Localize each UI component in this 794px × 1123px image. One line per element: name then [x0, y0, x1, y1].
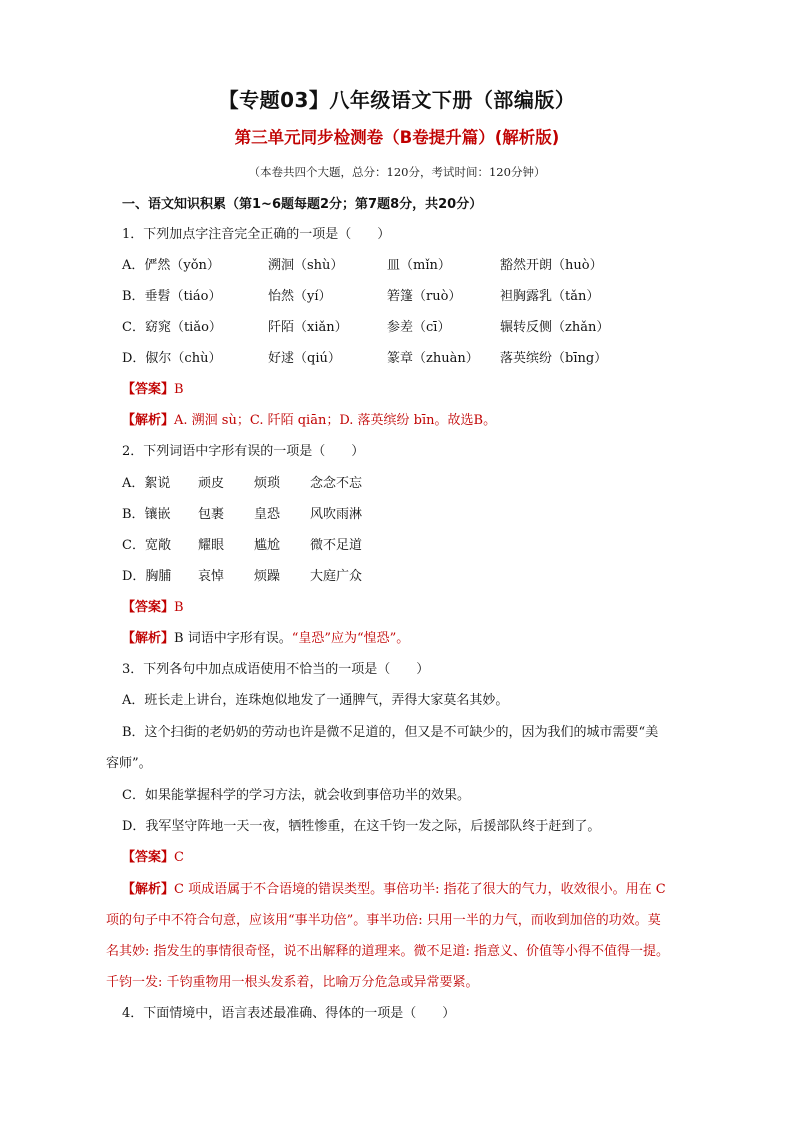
- document-title: 【专题03】八年级语文下册（部编版）: [218, 88, 576, 112]
- q2-option-a-1: A．絮说: [122, 476, 171, 491]
- answer-value: C: [174, 850, 184, 865]
- q3-analysis: [122, 881, 666, 899]
- analysis-highlight: “皇恐”应为“惶恐”。: [291, 631, 410, 646]
- question-3-stem: 3．下列各句中加点成语使用不恰当的一项是（ ）: [122, 662, 430, 677]
- q2-option-b-2: 包裹: [198, 507, 225, 522]
- q1-option-d-1: D．俶尔（chù）: [122, 351, 222, 366]
- q3-option-b: B．这个扫街的老奶奶的劳动也许是微不足道的，但又是不可缺少的，因为我们的城市需要“美: [122, 725, 659, 740]
- analysis-label: 【解析】: [122, 631, 175, 646]
- q3-answer: [122, 849, 184, 867]
- q3-option-a: A．班长走上讲台，连珠炮似地发了一通脾气，弄得大家莫名其妙。: [122, 693, 509, 708]
- q1-option-b-4: 袒胸露乳（tǎn）: [500, 289, 600, 304]
- q2-option-d-2: 哀悼: [198, 569, 225, 584]
- analysis-text: B 词语中字形有误。: [174, 631, 292, 646]
- q1-option-c-2: 阡陌（xiǎn）: [268, 320, 348, 335]
- document-subtitle: 第三单元同步检测卷（B卷提升篇）(解析版): [234, 128, 560, 147]
- q3-option-d: D．我军坚守阵地一天一夜，牺牲惨重，在这千钧一发之际，后援部队终于赶到了。: [122, 819, 601, 834]
- q3-option-c: C．如果能掌握科学的学习方法，就会收到事倍功半的效果。: [122, 788, 470, 803]
- q3-analysis-line-3: 名其妙: 指发生的事情很奇怪，说不出解释的道理来。微不足道: 指意义、价值等小得不值得一提。: [106, 944, 670, 959]
- answer-label: 【答案】: [122, 600, 175, 615]
- q1-option-b-3: 箬篷（ruò）: [387, 289, 462, 304]
- q2-option-b-3: 皇恐: [254, 507, 281, 522]
- q2-option-c-1: C．宽敞: [122, 538, 171, 553]
- analysis-label: 【解析】: [122, 413, 175, 428]
- q2-option-d-1: D．胸脯: [122, 569, 172, 584]
- q2-option-a-2: 顽皮: [198, 476, 225, 491]
- section-heading: 一、语文知识积累（第1~6题每题2分；第7题8分，共20分）: [122, 197, 483, 212]
- question-2-stem: 2．下列词语中字形有误的一项是（ ）: [122, 444, 365, 459]
- answer-label: 【答案】: [122, 850, 175, 865]
- q2-option-b-4: 风吹雨淋: [310, 507, 363, 522]
- q1-option-d-2: 好逑（qiú）: [268, 351, 341, 366]
- question-4-stem: 4．下面情境中，语言表述最准确、得体的一项是（ ）: [122, 1006, 456, 1021]
- q2-option-d-3: 烦躁: [254, 569, 281, 584]
- answer-label: 【答案】: [122, 382, 175, 397]
- q1-option-b-2: 怡然（yí）: [268, 289, 332, 304]
- question-1-stem: 1．下列加点字注音完全正确的一项是（ ）: [122, 227, 391, 242]
- q1-option-a-3: 皿（mǐn）: [387, 258, 451, 273]
- q2-option-c-3: 尴尬: [254, 538, 281, 553]
- q1-option-a-2: 溯洄（shù）: [268, 258, 344, 273]
- q2-option-c-2: 耀眼: [198, 538, 225, 553]
- q1-analysis: [122, 412, 496, 430]
- answer-value: B: [174, 600, 184, 615]
- q1-option-a-1: A．俨然（yǒn）: [122, 258, 220, 273]
- analysis-label: 【解析】: [122, 882, 175, 897]
- q3-analysis-line-4: 千钧一发: 千钧重物用一根头发系着，比喻万分危急或异常要紧。: [106, 975, 479, 990]
- q1-option-a-4: 豁然开朗（huò）: [500, 258, 603, 273]
- q1-option-d-3: 篆章（zhuàn）: [387, 351, 479, 366]
- q3-option-b-continued: 容师”。: [106, 756, 152, 771]
- q1-option-d-4: 落英缤纷（bīng）: [500, 351, 608, 366]
- q1-option-c-1: C．窈窕（tiǎo）: [122, 320, 222, 335]
- q2-option-d-4: 大庭广众: [310, 569, 363, 584]
- q2-option-a-3: 烦琐: [254, 476, 281, 491]
- q1-option-c-4: 辗转反侧（zhǎn）: [500, 320, 610, 335]
- q2-analysis: [122, 630, 409, 648]
- exam-note: （本卷共四个大题，总分：120分，考试时间：120分钟）: [248, 165, 546, 179]
- q1-option-c-3: 参差（cī）: [387, 320, 451, 335]
- analysis-text-1: C 项成语属于不合语境的错误类型。事倍功半: 指花了很大的气力，收效很小。用在 C: [174, 882, 666, 897]
- q2-option-c-4: 微不足道: [310, 538, 363, 553]
- q3-analysis-line-2: 项的句子中不符合句意，应该用“事半功倍”。事半功倍: 只用一半的力气，而收到加倍的功效。莫: [106, 913, 661, 928]
- analysis-text: A. 溯洄 sù；C. 阡陌 qiān；D. 落英缤纷 bīn。故选B。: [174, 413, 497, 428]
- q2-option-a-4: 念念不忘: [310, 476, 363, 491]
- answer-value: B: [174, 382, 184, 397]
- q1-answer: [122, 381, 184, 399]
- q2-answer: [122, 599, 184, 617]
- q2-option-b-1: B．镶嵌: [122, 507, 171, 522]
- q1-option-b-1: B．垂髫（tiáo）: [122, 289, 222, 304]
